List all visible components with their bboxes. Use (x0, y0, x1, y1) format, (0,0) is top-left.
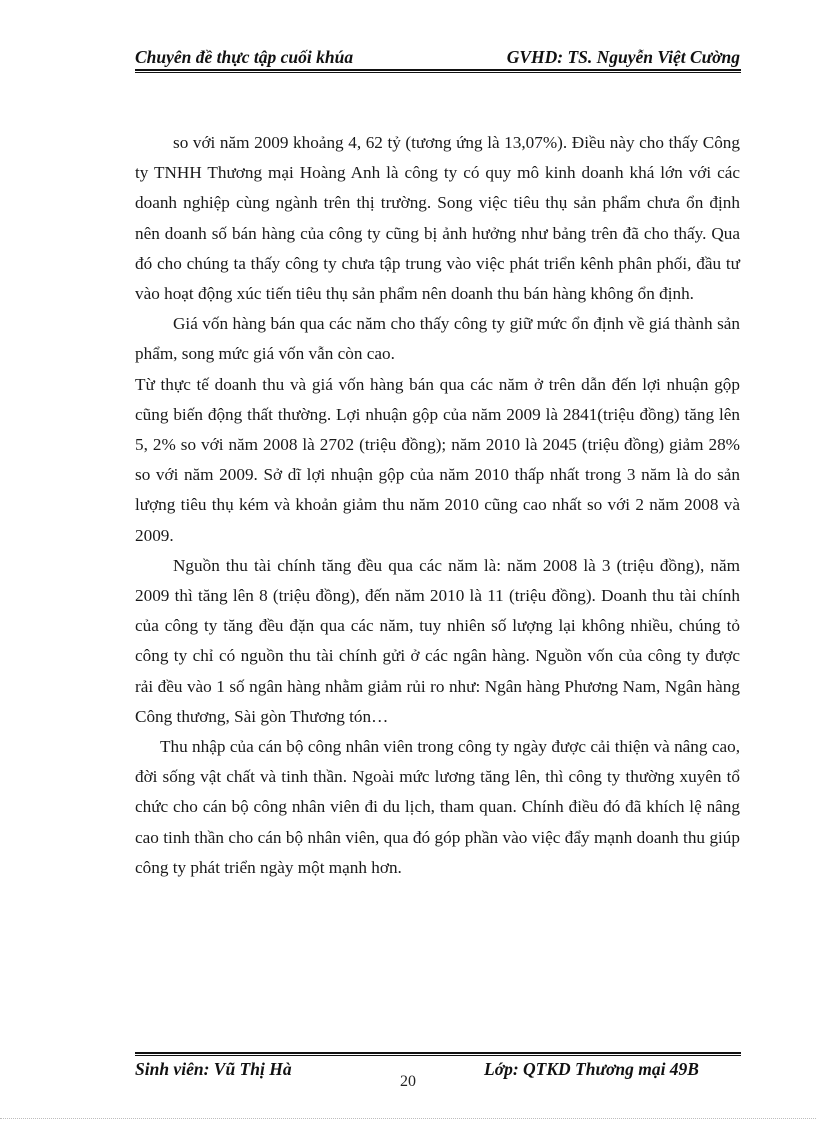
page-header (135, 46, 740, 70)
paragraph-financial-income: Nguồn thu tài chính tăng đều qua các năm là: năm 2008 là 3 (triệu đồng), năm 2009 thì tăng lên 8 (triệu đồng), đến năm 2010 là 11 (triệu đồng). Doanh thu tài chính của công ty tăng đều đặn qua các năm, tuy nhiên số lượng lại không nhiều, chúng tỏ công ty chỉ có nguồn thu tài chính gửi ở các ngân hàng. Nguồn vốn của công ty được rải đều vào 1 số ngân hàng nhằm giảm rủi ro như: Ngân hàng Phương Nam, Ngân hàng Công thương, Sài gòn Thương tón… (135, 555, 740, 726)
header-supervisor: GVHD: TS. Nguyễn Việt Cường (506, 47, 740, 67)
paragraph-employee-income: Thu nhập của cán bộ công nhân viên trong công ty ngày được cải thiện và nâng cao, đời sống vật chất và tinh thần. Ngoài mức lương tăng lên, thì công ty thường xuyên tổ chức cho cán bộ công nhân viên đi du lịch, tham quan. Chính điều đó đã khích lệ nâng cao tinh thần cho cán bộ nhân viên, qua đó góp phần vào việc đẩy mạnh doanh thu giúp công ty phát triển ngày một mạnh hơn. (135, 737, 740, 877)
paragraph-cost-of-goods: Giá vốn hàng bán qua các năm cho thấy công ty giữ mức ổn định về giá thành sản phẩm, song mức giá vốn vẫn còn cao. (135, 314, 740, 364)
paragraph-gross-profit: Từ thực tế doanh thu và giá vốn hàng bán qua các năm ở trên dẫn đến lợi nhuận gộp cũng biến động thất thường. Lợi nhuận gộp của năm 2009 là 2841(triệu đồng) tăng lên 5, 2% so với năm 2008 là 2702 (triệu đồng); năm 2010 là 2045 (triệu đồng) giảm 28% so với năm 2009. Sở dĩ lợi nhuận gộp của năm 2010 thấp nhất trong 3 năm là do sản lượng tiêu thụ kém và khoản giảm thu năm 2010 cũng cao nhất so với 2 năm 2008 và 2009. (135, 374, 740, 545)
footer-student: Sinh viên: Vũ Thị Hà (135, 1059, 292, 1079)
footer-rule-thick (135, 1052, 741, 1054)
header-rule-thin (135, 72, 741, 73)
header-topic: Chuyên đề thực tập cuối khúa (135, 47, 354, 67)
paragraph-revenue: so với năm 2009 khoảng 4, 62 tỷ (tương ứng là 13,07%). Điều này cho thấy Công ty TNHH Thương mại Hoàng Anh là công ty có quy mô kinh doanh khá lớn với các doanh nghiệp cùng ngành trên thị trường. Song việc tiêu thụ sản phẩm chưa ổn định nên doanh số bán hàng của công ty cũng bị ảnh hưởng như bảng trên đã cho thấy. Qua đó cho chúng ta thấy công ty chưa tập trung vào việc phát triển kênh phân phối, đầu tư vào hoạt động xúc tiến tiêu thụ sản phẩm nên doanh thu bán hàng không ổn định. (135, 133, 740, 304)
footer-rule-thin (135, 1055, 741, 1056)
body-text (135, 128, 740, 883)
header-rule-thick (135, 69, 741, 71)
page-bottom-border (0, 1118, 816, 1119)
footer-class: Lớp: QTKD Thương mại 49B (484, 1059, 699, 1079)
footer-rule (135, 1052, 741, 1056)
page-number: 20 (400, 1073, 416, 1090)
header-rule (135, 69, 741, 73)
